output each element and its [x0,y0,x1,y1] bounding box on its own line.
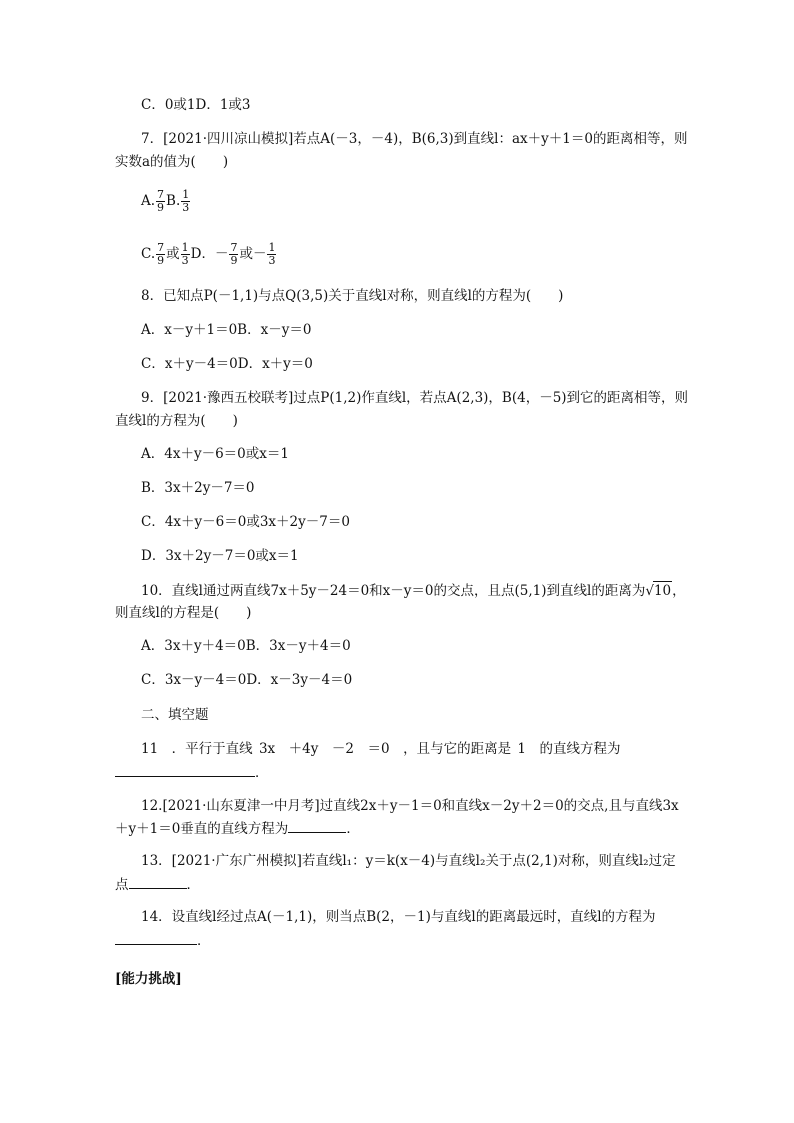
q7-frac-1-3: $\frac{1}{3}$ [182,188,190,214]
q9-stem-line2: 直线l的方程为( ) [115,413,238,429]
q13-stem-line2: 点 ． [115,874,200,894]
q8-options-cd: C．x＋y－4＝0D．x＋y＝0 [141,356,313,372]
q6-options-cd: C．0或1D．1或3 [141,97,251,113]
q8-options-ab: A．x－y＋1＝0B．x－y＝0 [141,322,312,338]
section-heading-ability: [能力挑战] [115,971,182,987]
q9-option-d: D．3x＋2y－7＝0或x＝1 [141,548,299,564]
q7-options-cd [141,239,277,269]
q9-option-a: A．4x＋y－6＝0或x＝1 [141,446,289,462]
q7-opt-d-label: D．－ [190,246,229,262]
q7-stem-line2: 实数a的值为( ) [115,154,229,170]
q13-stem-line1: 13．[2021·广东广州模拟]若直线l₁：y＝k(x－4)与直线l₂关于点(2,1)对称，则直线l₂过定 [141,853,676,869]
q7-frac-7-9: $\frac{7}{9}$ [157,188,165,214]
sqrt-sign: √ [645,583,654,599]
q7-or-1: 或 [166,246,180,262]
q7-stem-line1: 7．[2021·四川凉山模拟]若点A(－3，－4)，B(6,3)到直线l：ax＋y＋1＝0的距离相等，则 [141,131,688,147]
q14-answer-blank[interactable] [115,930,197,945]
section-heading-fill-blank: 二、填空题 [141,707,209,723]
q7-opt-a-label: A. [141,193,156,209]
q9-option-c: C．4x＋y－6＝0或3x＋2y－7＝0 [141,514,350,530]
q12-answer-blank[interactable] [288,818,346,833]
q9-option-b: B．3x＋2y－7＝0 [141,480,255,496]
q10-stem-line1: 10．直线l通过两直线7x＋5y－24＝0和x－y＝0的交点，且点(5,1)到直线l的距离为√10， [141,583,686,599]
q7-frac-d1: $\frac{7}{9}$ [230,241,238,267]
q12-stem-line1: 12.[2021·山东夏津一中月考]过直线2x＋y－1＝0和直线x－2y＋2＝0的交点,且与直线3x [141,798,679,814]
q10-stem-line2: 则直线l的方程是( ) [115,605,252,621]
q11-answer-blank[interactable] [115,762,255,777]
q11-stem-line1: 11 ．平行于直线 3x ＋4y －2 ＝0 ，且与它的距离是 1 的直线方程为 [141,741,621,757]
q7-frac-c1: $\frac{7}{9}$ [157,241,165,267]
q7-opt-b-label: B. [166,193,181,209]
q7-options-ab [141,186,191,216]
q10-options-cd: C．3x－y－4＝0D．x－3y－4＝0 [141,672,353,688]
q7-opt-c-label: C. [141,246,156,262]
q7-frac-c2: $\frac{1}{3}$ [181,241,189,267]
q9-stem-line1: 9．[2021·豫西五校联考]过点P(1,2)作直线l，若点A(2,3)，B(4，－5)到它的距离相等，则 [141,390,689,406]
q10-options-ab: A．3x＋y＋4＝0B．3x－y＋4＝0 [141,638,351,654]
q7-frac-d2: $\frac{1}{3}$ [268,241,276,267]
q12-stem-line2: ＋y＋1＝0垂直的直线方程为 ． [115,818,360,838]
q7-or-2: 或－ [239,246,267,262]
q14-answer-line: ． [115,930,211,950]
sqrt-value: 10 [653,583,672,599]
q14-stem-line1: 14．设直线l经过点A(－1,1)，则当点B(2，－1)与直线l的距离最远时，直线l的方程为 [141,909,656,925]
q13-answer-blank[interactable] [129,874,187,889]
q8-stem: 8．已知点P(－1,1)与点Q(3,5)关于直线l对称，则直线l的方程为( ) [141,288,564,304]
q11-answer-line: ． [115,762,269,782]
